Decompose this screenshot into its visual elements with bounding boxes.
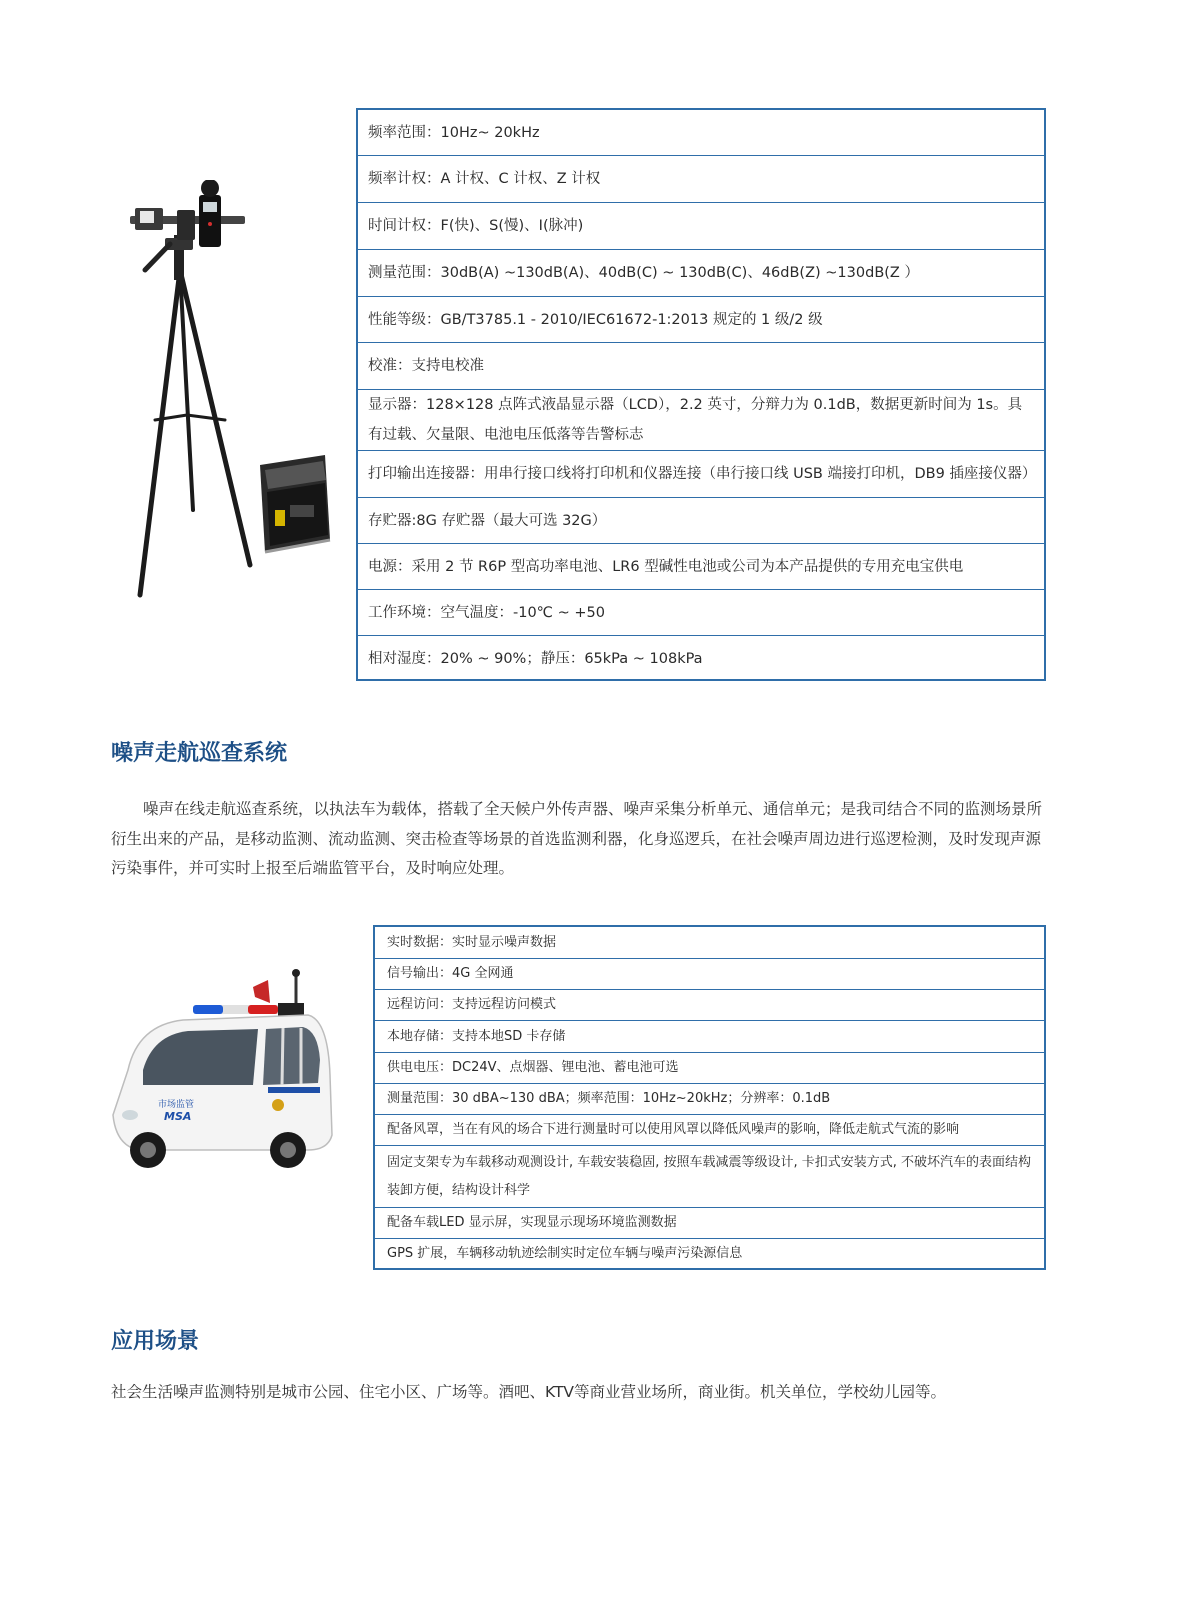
loudspeaker <box>253 980 270 1003</box>
spec-row: 存贮器:8G 存贮器（最大可选 32G） <box>358 498 1044 544</box>
application-section-title: 应用场景 <box>111 1329 200 1354</box>
tripod-legs <box>140 270 250 595</box>
spec-row: 测量范围：30dB(A) ~130dB(A)、40dB(C) ~ 130dB(C)、46dB(Z) ~130dB(Z ） <box>358 250 1044 297</box>
spec-row: 频率范围：10Hz~ 20kHz <box>358 110 1044 156</box>
spec-row: 校准：支持电校准 <box>358 343 1044 390</box>
siren-light-blue <box>193 1005 223 1014</box>
spec-row: 频率计权：A 计权、C 计权、Z 计权 <box>358 156 1044 203</box>
spec-row: 实时数据：实时显示噪声数据 <box>375 927 1044 959</box>
spec-row: 信号输出：4G 全网通 <box>375 959 1044 990</box>
spec-row: 打印输出连接器：用串行接口线将打印机和仪器连接（串行接口线 USB 端接打印机，DB9 插座接仪器） <box>358 451 1044 498</box>
spec-row: 性能等级：GB/T3785.1 - 2010/IEC61672-1:2013 规定的 1 级/2 级 <box>358 297 1044 343</box>
spec-row: 配备风罩，当在有风的场合下进行测量时可以使用风罩以降低风噪声的影响，降低走航式气流的影响 <box>375 1115 1044 1146</box>
patrol-vehicle-image <box>108 965 340 1180</box>
sound-level-meter-image <box>125 180 340 600</box>
application-section-description: 社会生活噪声监测特别是城市公园、住宅小区、广场等。酒吧、KTV等商业营业场所，商业街。机关单位，学校幼儿园等。 <box>111 1383 947 1401</box>
spec-row: 显示器：128×128 点阵式液晶显示器（LCD），2.2 英寸，分辩力为 0.1dB，数据更新时间为 1s。具有过载、欠量限、电池电压低落等告警标志 <box>358 390 1044 451</box>
spec-row: 远程访问：支持远程访问模式 <box>375 990 1044 1021</box>
sound-meter-spec-table <box>356 108 1046 681</box>
microphone-windscreen <box>201 180 219 197</box>
spec-row: 供电电压：DC24V、点烟器、锂电池、蓄电池可选 <box>375 1053 1044 1084</box>
vehicle-brand: MSA <box>164 1110 192 1123</box>
vehicle-side-text: 市场监管 <box>158 1100 195 1110</box>
emblem-icon <box>272 1099 284 1111</box>
spec-row: 工作环境：空气温度：-10℃ ~ +50 <box>358 590 1044 636</box>
patrol-section-description: 噪声在线走航巡查系统，以执法车为载体，搭载了全天候户外传声器、噪声采集分析单元、通信单元；是我司结合不同的监测场景所衍生出来的产品，是移动监测、流动监测、突击检查等场景的首选监测利器，化身巡逻兵，在社会噪声周边进行巡逻检测，及时发现声源污染事件，并可实时上报至后端监管平台，及时响应处理。 <box>111 800 1043 877</box>
spec-row: 配备车载LED 显示屏，实现显示现场环境监测数据 <box>375 1208 1044 1239</box>
carrying-case <box>260 455 330 552</box>
siren-light-red <box>248 1005 278 1014</box>
spec-row: GPS 扩展，车辆移动轨迹绘制实时定位车辆与噪声污染源信息 <box>387 1245 743 1261</box>
spec-row: 电源：采用 2 节 R6P 型高功率电池、LR6 型碱性电池或公司为本产品提供的专用充电宝供电 <box>358 544 1044 590</box>
vehicle-spec-table <box>373 925 1046 1270</box>
microphone-icon <box>292 969 300 977</box>
spec-row: 时间计权：F(快)、S(慢)、I(脉冲) <box>358 203 1044 250</box>
spec-row: 相对湿度：20% ~ 90%；静压：65kPa ~ 108kPa <box>368 650 703 667</box>
patrol-section-title: 噪声走航巡查系统 <box>111 741 288 766</box>
spec-row: 固定支架专为车载移动观测设计, 车载安装稳固, 按照车载减震等级设计, 卡扣式安装方式, 不破坏汽车的表面结构装卸方便，结构设计科学 <box>375 1146 1044 1208</box>
spec-row: 本地存储：支持本地SD 卡存储 <box>375 1021 1044 1053</box>
spec-row: 测量范围：30 dBA~130 dBA；频率范围：10Hz~20kHz；分辨率：0.1dB <box>375 1084 1044 1115</box>
